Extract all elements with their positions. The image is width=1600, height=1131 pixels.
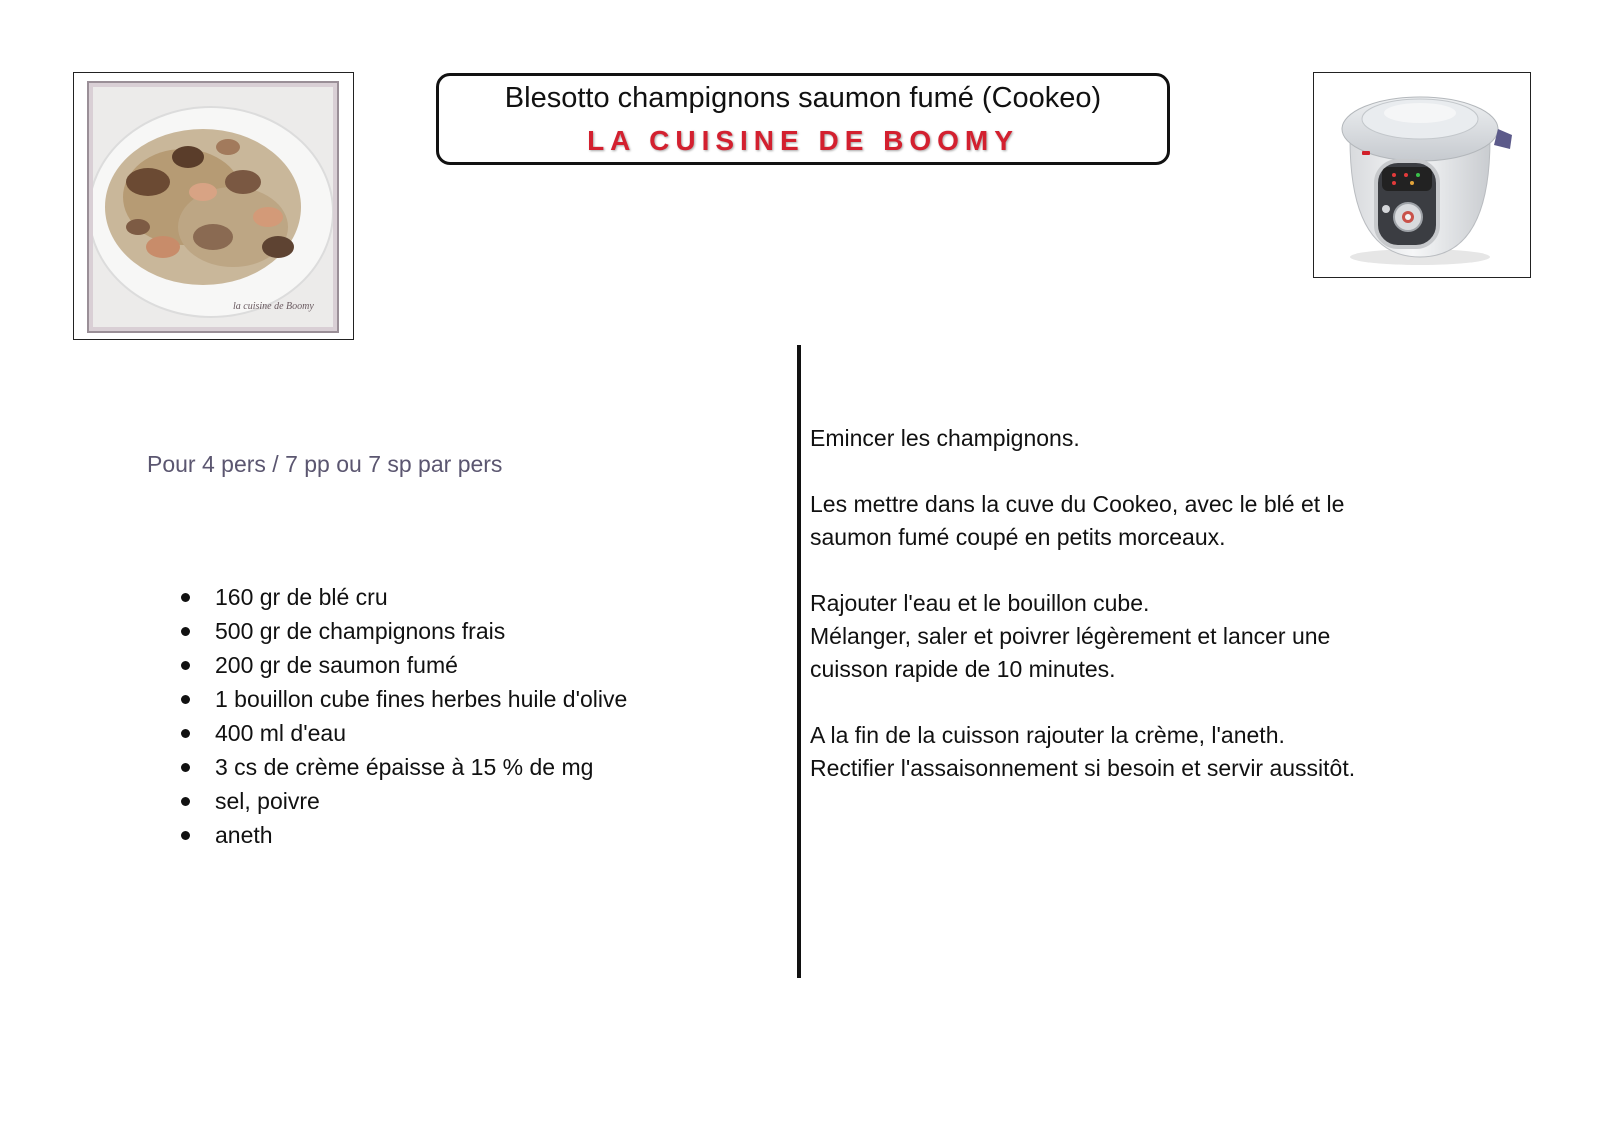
ingredient-item — [181, 716, 627, 750]
bullet-icon — [181, 831, 190, 840]
instruction-line: Rajouter l'eau et le bouillon cube. — [810, 590, 1150, 616]
ingredient-item — [181, 614, 627, 648]
dish-photo-frame — [73, 72, 354, 340]
instruction-line: cuisson rapide de 10 minutes. — [810, 656, 1116, 682]
instruction-line: Rectifier l'assaisonnement si besoin et servir aussitôt. — [810, 755, 1356, 781]
ingredient-text: 400 ml d'eau — [215, 720, 346, 746]
appliance-photo-frame — [1313, 72, 1531, 278]
bullet-icon — [181, 797, 190, 806]
dish-photo — [87, 81, 339, 333]
bullet-icon — [181, 627, 190, 636]
ingredient-text: 500 gr de champignons frais — [215, 618, 506, 644]
ingredient-item — [181, 784, 627, 818]
svg-text:la cuisine de Boomy: la cuisine de Boomy — [233, 301, 314, 312]
recipe-title: Blesotto champignons saumon fumé (Cookeo) — [504, 82, 1102, 114]
ingredient-item — [181, 818, 627, 852]
ingredient-text: 1 bouillon cube fines herbes huile d'olive — [215, 686, 628, 712]
ingredient-item — [181, 580, 627, 614]
instruction-line: Emincer les champignons. — [810, 425, 1080, 451]
ingredient-item — [181, 648, 627, 682]
servings-info: Pour 4 pers / 7 pp ou 7 sp par pers — [147, 451, 503, 477]
ingredient-text: 3 cs de crème épaisse à 15 % de mg — [215, 754, 594, 780]
title-box — [436, 73, 1170, 165]
instruction-line: Les mettre dans la cuve du Cookeo, avec le blé et le — [810, 491, 1345, 517]
brand-name: LA CUISINE DE BOOMY — [587, 125, 1019, 156]
ingredient-text: 200 gr de saumon fumé — [215, 652, 458, 678]
ingredient-item — [181, 750, 627, 784]
dish-photo-icon — [93, 87, 333, 327]
instruction-line: Mélanger, saler et poivrer légèrement et lancer une — [810, 623, 1331, 649]
column-divider — [797, 345, 801, 978]
ingredient-text: 160 gr de blé cru — [215, 584, 388, 610]
instructions — [810, 422, 1410, 785]
ingredient-text: aneth — [215, 822, 273, 848]
bullet-icon — [181, 593, 190, 602]
instruction-line: A la fin de la cuisson rajouter la crème, l'aneth. — [810, 722, 1285, 748]
ingredient-item — [181, 682, 627, 716]
ingredient-text: sel, poivre — [215, 788, 320, 814]
bullet-icon — [181, 695, 190, 704]
bullet-icon — [181, 763, 190, 772]
bullet-icon — [181, 729, 190, 738]
bullet-icon — [181, 661, 190, 670]
cookeo-appliance-icon — [1322, 79, 1522, 271]
ingredient-list — [181, 580, 627, 852]
instruction-line: saumon fumé coupé en petits morceaux. — [810, 524, 1226, 550]
